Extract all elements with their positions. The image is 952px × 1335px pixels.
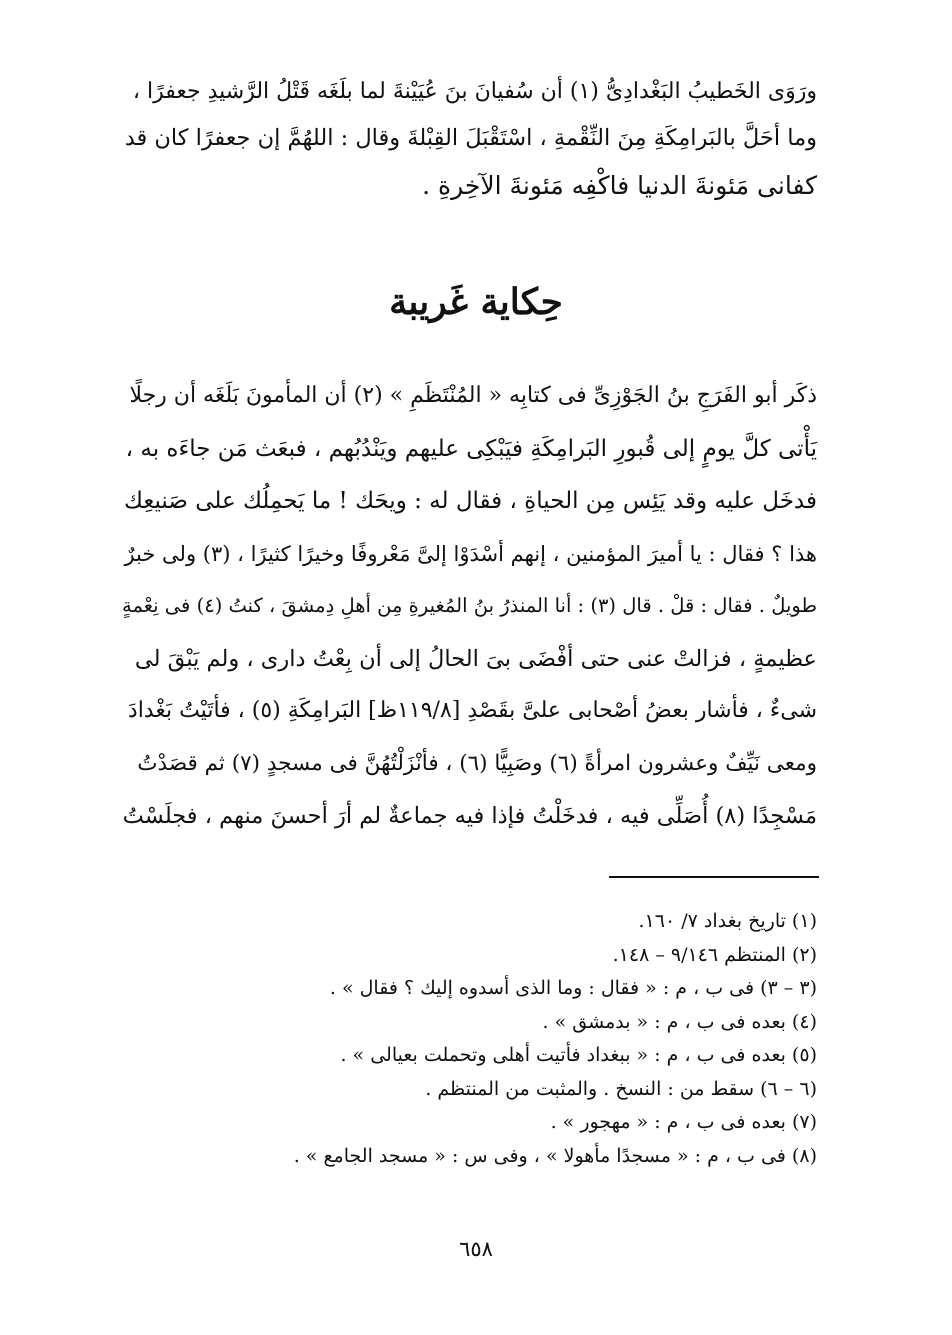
text-line: يَأْتى كلَّ يومٍ إلى قُبورِ البَرامِكَةِ فيَبْكِى عليهم ويَنْدُبُهم ، فبعَث مَن جاءَه به ، [125, 435, 817, 462]
footnote-item: (١) تاريخ بغداد ٧/ ١٦٠. [638, 910, 817, 932]
text-line: كفانى مَئونةَ الدنيا فاكْفِه مَئونةَ الآخِرةِ . [422, 171, 817, 200]
text-line: عظيمةٍ ، فزالتْ عنى حتى أفْضَى بىَ الحالُ إلى أن بِعْتُ دارى ، ولم يَبْقَ لى [134, 645, 817, 672]
text-line: هذا ؟ فقال : يا أميرَ المؤمنين ، إنهم أسْدَوْا إلىَّ مَعْروفًا وخيرًا كثيرًا ، (٣) ولى خبرٌ [124, 541, 817, 566]
text-line: فدخَل عليه وقد يَئِس مِن الحياةِ ، فقال له : ويحَك ! ما يَحمِلُك على صَنيعِك [124, 488, 817, 514]
footnote-item: (٥) بعده فى ب ، م : « ببغداد فأتيت أهلى وتحملت بعيالى » . [340, 1044, 817, 1066]
text-line: ومعى نَيِّفٌ وعشرون امرأةً (٦) وصَبِيًّا (٦) ، فأنْزَلْتُهُنَّ فى مسجدٍ (٧) ثم قصَدْتُ [137, 750, 817, 776]
footnotes-list [122, 905, 817, 1173]
section-heading: حِكاية غَريبة [389, 281, 563, 323]
footnote-item: (٨) فى ب ، م : « مسجدًا مأهولا » ، وفى س : « مسجد الجامع » . [293, 1144, 817, 1167]
text-line: مَسْجِدًا (٨) أُصَلِّى فيه ، فدخَلْتُ فإذا فيه جماعةٌ لم أرَ أحسنَ منهم ، فجلَسْتُ [122, 803, 817, 829]
footnote-item: (٤) بعده فى ب ، م : « بدمشق » . [542, 1010, 817, 1033]
text-line: وما أحَلَّ بالبَرامِكَةِ مِنَ النِّقْمةِ ، اسْتَقْبَلَ القِبْلةَ وقال : اللهُمَّ إن جعفرًا كان قد [124, 125, 817, 151]
main-paragraph [122, 370, 817, 843]
footnote-item: (٧) بعده فى ب ، م : « مهجور » . [550, 1111, 817, 1133]
footnote-item: (٢) المنتظم ٩/١٤٦ – ١٤٨. [612, 943, 817, 966]
text-line: شىءٌ ، فأشار بعضُ أصْحابى علىَّ بقَصْدِ [١١٩/٨ظ] البَرامِكَةِ (٥) ، فأتَيْتُ بَغْدادَ [127, 698, 817, 723]
footnote-item: (٦ – ٦) سقط من : النسخ . والمثبت من المنتظم . [425, 1077, 817, 1100]
page-number: ٦٥٨ [459, 1237, 493, 1261]
opening-paragraph [122, 68, 817, 209]
footnote-item: (٣ – ٣) فى ب ، م : « فقال : وما الذى أسدوه إليك ؟ فقال » . [329, 977, 817, 999]
footnote-separator [609, 876, 819, 878]
text-line: طويلٌ . فقال : قلْ . قال (٣) : أنا المنذرُ بنُ المُغيرةِ مِن أهلِ دِمشقَ ، كنتُ (٤) فى نِعْمةٍ [122, 594, 817, 617]
text-line: ورَوَى الخَطيبُ البَغْدادِىُّ (١) أن سُفيانَ بنَ عُيَيْنةَ لما بلَغَه قَتْلُ الرَّشيدِ جعفرًا ، [132, 79, 817, 104]
text-line: ذكَر أبو الفَرَجِ بنُ الجَوْزِىِّ فى كتابِه « المُنْتَظَمِ » (٢) أن المأمونَ بَلَغَه أن رجلًا [129, 383, 817, 408]
